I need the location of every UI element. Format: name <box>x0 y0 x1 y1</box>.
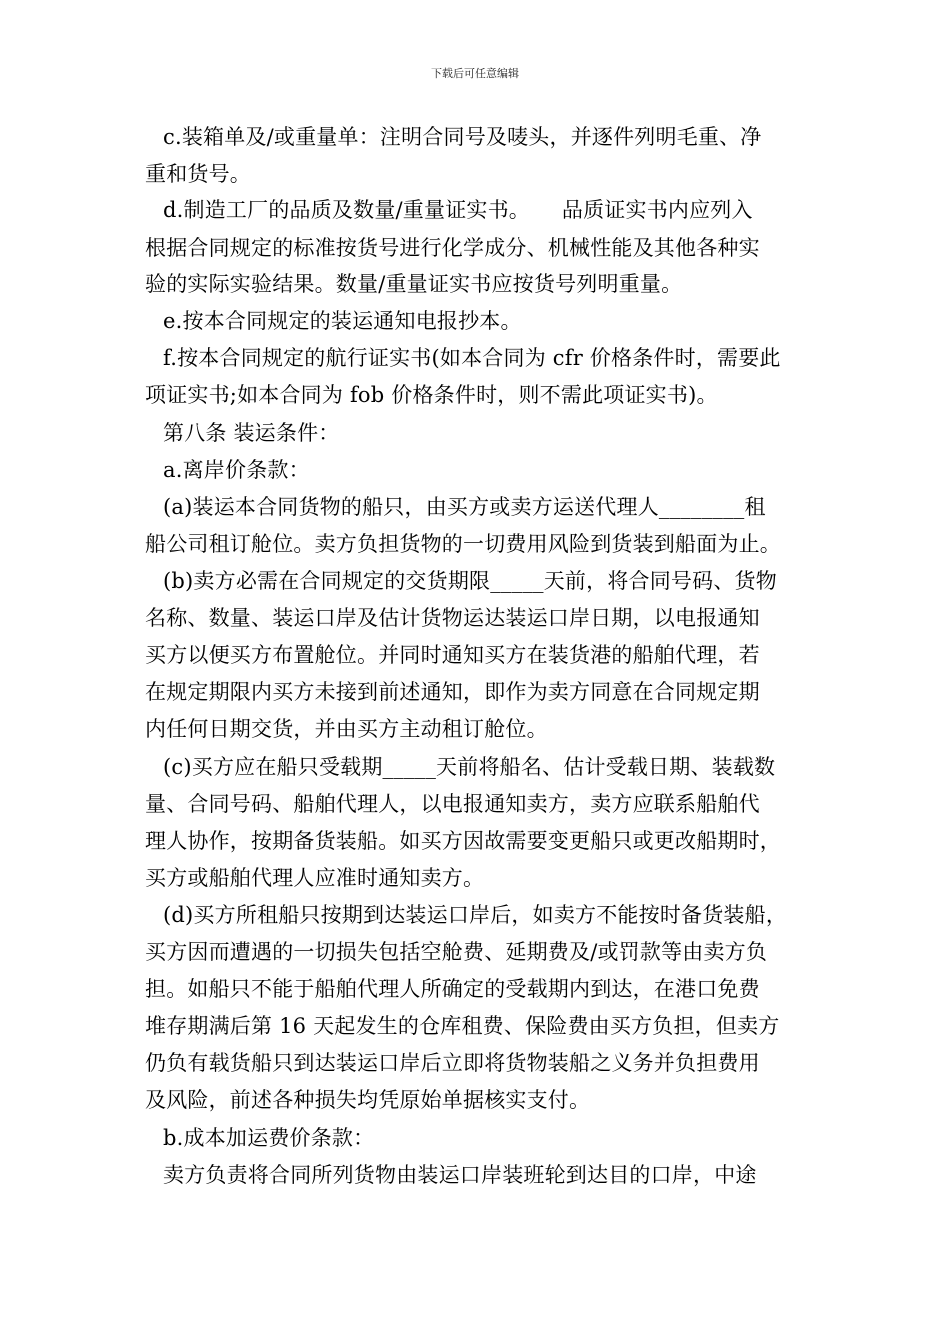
body-line: (a)装运本合同货物的船只，由买方或卖方运送代理人________租 <box>163 495 766 519</box>
body-line: 验的实际实验结果。数量/重量证实书应按货号列明重量。 <box>145 272 683 296</box>
body-line: 量、合同号码、船舶代理人，以电报通知卖方，卖方应联系船舶代 <box>145 792 760 816</box>
body-line: 买方因而遭遇的一切损失包括空舱费、延期费及/或罚款等由卖方负 <box>145 940 768 964</box>
body-line: (b)卖方必需在合同规定的交货期限_____天前，将合同号码、货物 <box>163 569 777 593</box>
body-line: d.制造工厂的品质及数量/重量证实书。 品质证实书内应列入 <box>163 198 753 222</box>
body-line: 买方或船舶代理人应准时通知卖方。 <box>145 866 485 890</box>
body-line: 在规定期限内买方未接到前述通知，即作为卖方同意在合同规定期 <box>145 680 760 704</box>
body-line: b.成本加运费价条款： <box>163 1126 375 1150</box>
body-line: 重和货号。 <box>145 162 251 186</box>
body-line: 名称、数量、装运口岸及估计货物运达装运口岸日期，以电报通知 <box>145 606 760 630</box>
body-line: (d)买方所租船只按期到达装运口岸后，如卖方不能按时备货装船， <box>163 903 788 927</box>
body-line: 卖方负责将合同所列货物由装运口岸装班轮到达目的口岸，中途 <box>163 1163 757 1187</box>
body-line: f.按本合同规定的航行证实书(如本合同为 cfr 价格条件时，需要此 <box>163 346 781 370</box>
section-heading: 第八条 装运条件： <box>163 421 340 445</box>
body-line: 根据合同规定的标准按货号进行化学成分、机械性能及其他各种实 <box>145 236 760 260</box>
body-line: c.装箱单及/或重量单：注明合同号及唛头，并逐件列明毛重、净 <box>163 125 762 149</box>
body-line: 仍负有载货船只到达装运口岸后立即将货物装船之义务并负担费用 <box>145 1051 760 1075</box>
body-line: 内任何日期交货，并由买方主动租订舱位。 <box>145 717 548 741</box>
body-line: 理人协作，按期备货装船。如买方因故需要变更船只或更改船期时， <box>145 829 781 853</box>
body-line: 担。如船只不能于船舶代理人所确定的受载期内到达，在港口免费 <box>145 977 760 1001</box>
body-line: 堆存期满后第 16 天起发生的仓库租费、保险费由买方负担，但卖方 <box>145 1014 780 1038</box>
body-line: e.按本合同规定的装运通知电报抄本。 <box>163 309 522 333</box>
page-header: 下载后可任意编辑 <box>431 67 519 80</box>
body-line: 项证实书;如本合同为 fob 价格条件时，则不需此项证实书)。 <box>145 383 718 407</box>
body-line: 及风险，前述各种损失均凭原始单据核实支付。 <box>145 1088 591 1112</box>
body-line: 买方以便买方布置舱位。并同时通知买方在装货港的船舶代理，若 <box>145 643 760 667</box>
body-line: 船公司租订舱位。卖方负担货物的一切费用风险到货装到船面为止。 <box>145 532 781 556</box>
body-line: (c)买方应在船只受载期_____天前将船名、估计受载日期、装载数 <box>163 755 776 779</box>
body-line: a.离岸价条款： <box>163 458 310 482</box>
